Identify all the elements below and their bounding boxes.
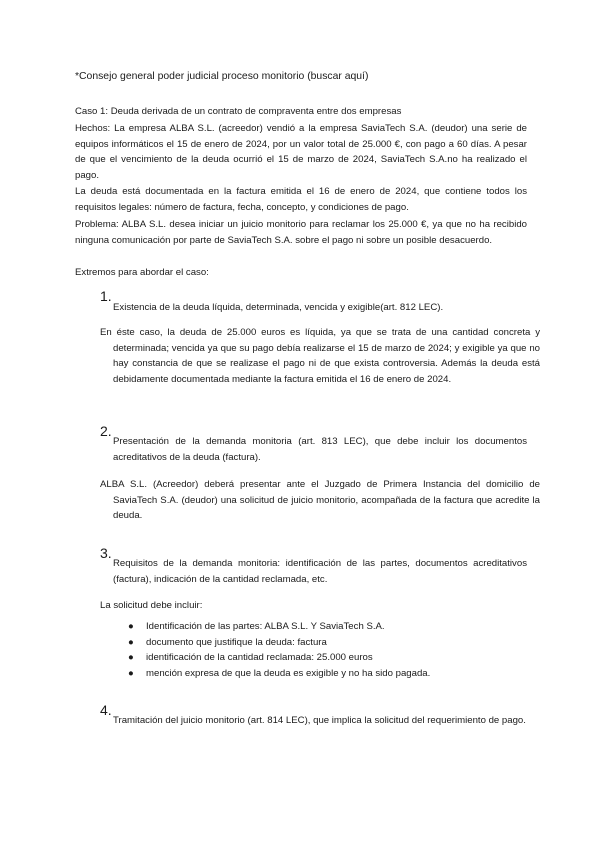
extremos-heading: Extremos para abordar el caso: xyxy=(75,267,209,278)
item-1-number: 1. xyxy=(100,288,112,304)
item-1-text: Existencia de la deuda líquida, determinada, vencida y exigible(art. 812 LEC). xyxy=(113,301,444,313)
bullet-icon: ● xyxy=(128,667,134,679)
bullet-icon: ● xyxy=(128,652,134,663)
case-heading: Caso 1: Deuda derivada de un contrato de compraventa entre dos empresas xyxy=(75,106,402,117)
item-2-text: Presentación de la demanda monitoria (art. 813 LEC), que debe incluir los documentos acreditativos de la deuda (factura). xyxy=(113,435,527,463)
item-3-number: 3. xyxy=(100,545,112,561)
solicitud-heading: La solicitud debe incluir: xyxy=(100,600,203,611)
list-item: ● documento que justifique la deuda: factura xyxy=(128,635,430,651)
list-item: ● identificación de la cantidad reclamada: 25.000 euros xyxy=(128,650,430,666)
item-4-text: Tramitación del juicio monitorio (art. 814 LEC), que implica la solicitud del requerimiento de pago. xyxy=(113,714,526,726)
item-3-text: Requisitos de la demanda monitoria: identificación de las partes, documentos acreditativos (factura), indicación de la cantidad reclamada, etc. xyxy=(113,557,527,585)
deuda-paragraph: La deuda está documentada en la factura emitida el 16 de enero de 2024, que contiene todos los requisitos legales: número de factura, fecha, concepto, y condiciones de pago. xyxy=(75,186,527,213)
bullet-icon: ● xyxy=(128,621,134,632)
requirements-list xyxy=(128,619,430,681)
hechos-paragraph: Hechos: La empresa ALBA S.L. (acreedor) vendió a la empresa SaviaTech S.A. (deudor) una serie de equipos informáticos el 15 de enero de 2024, por un valor total de 25.000 €, con pago a 60 días. A pesar de que el vencimiento de la deuda ocurrió el 15 de marzo de 2024, SaviaTech S.A.no ha realizado el pago. xyxy=(75,123,527,181)
list-item: ● Identificación de las partes: ALBA S.L. Y SaviaTech S.A. xyxy=(128,619,430,635)
answer-2-paragraph: ALBA S.L. (Acreedor) deberá presentar ante el Juzgado de Primera Instancia del domicilio de SaviaTech S.A. (deudor) una solicitud de juicio monitorio, acompañada de la factura que acredite la deuda. xyxy=(100,479,540,521)
list-item: ● mención expresa de que la deuda es exigible y no ha sido pagada. xyxy=(128,666,430,682)
item-2-number: 2. xyxy=(100,423,112,439)
answer-1-paragraph: En éste caso, la deuda de 25.000 euros es líquida, ya que se trata de una cantidad concreta y determinada; vencida ya que su pago debía realizarse el 15 de marzo de 2024; y exigible ya que no hay constancia de que se realizase el pago ni de que exista controversia. Además la deuda está debidamente documentada mediante la factura emitida el 16 de enero de 2024. xyxy=(100,327,540,385)
problema-paragraph: Problema: ALBA S.L. desea iniciar un juicio monitorio para reclamar los 25.000 €, ya que no ha recibido ninguna comunicación por parte de SaviaTech S.A. sobre el pago ni sobre un posible desacuerdo. xyxy=(75,219,527,246)
item-4-number: 4. xyxy=(100,702,112,718)
bullet-icon: ● xyxy=(128,636,134,648)
page-title: *Consejo general poder judicial proceso monitorio (buscar aquí) xyxy=(75,71,369,82)
